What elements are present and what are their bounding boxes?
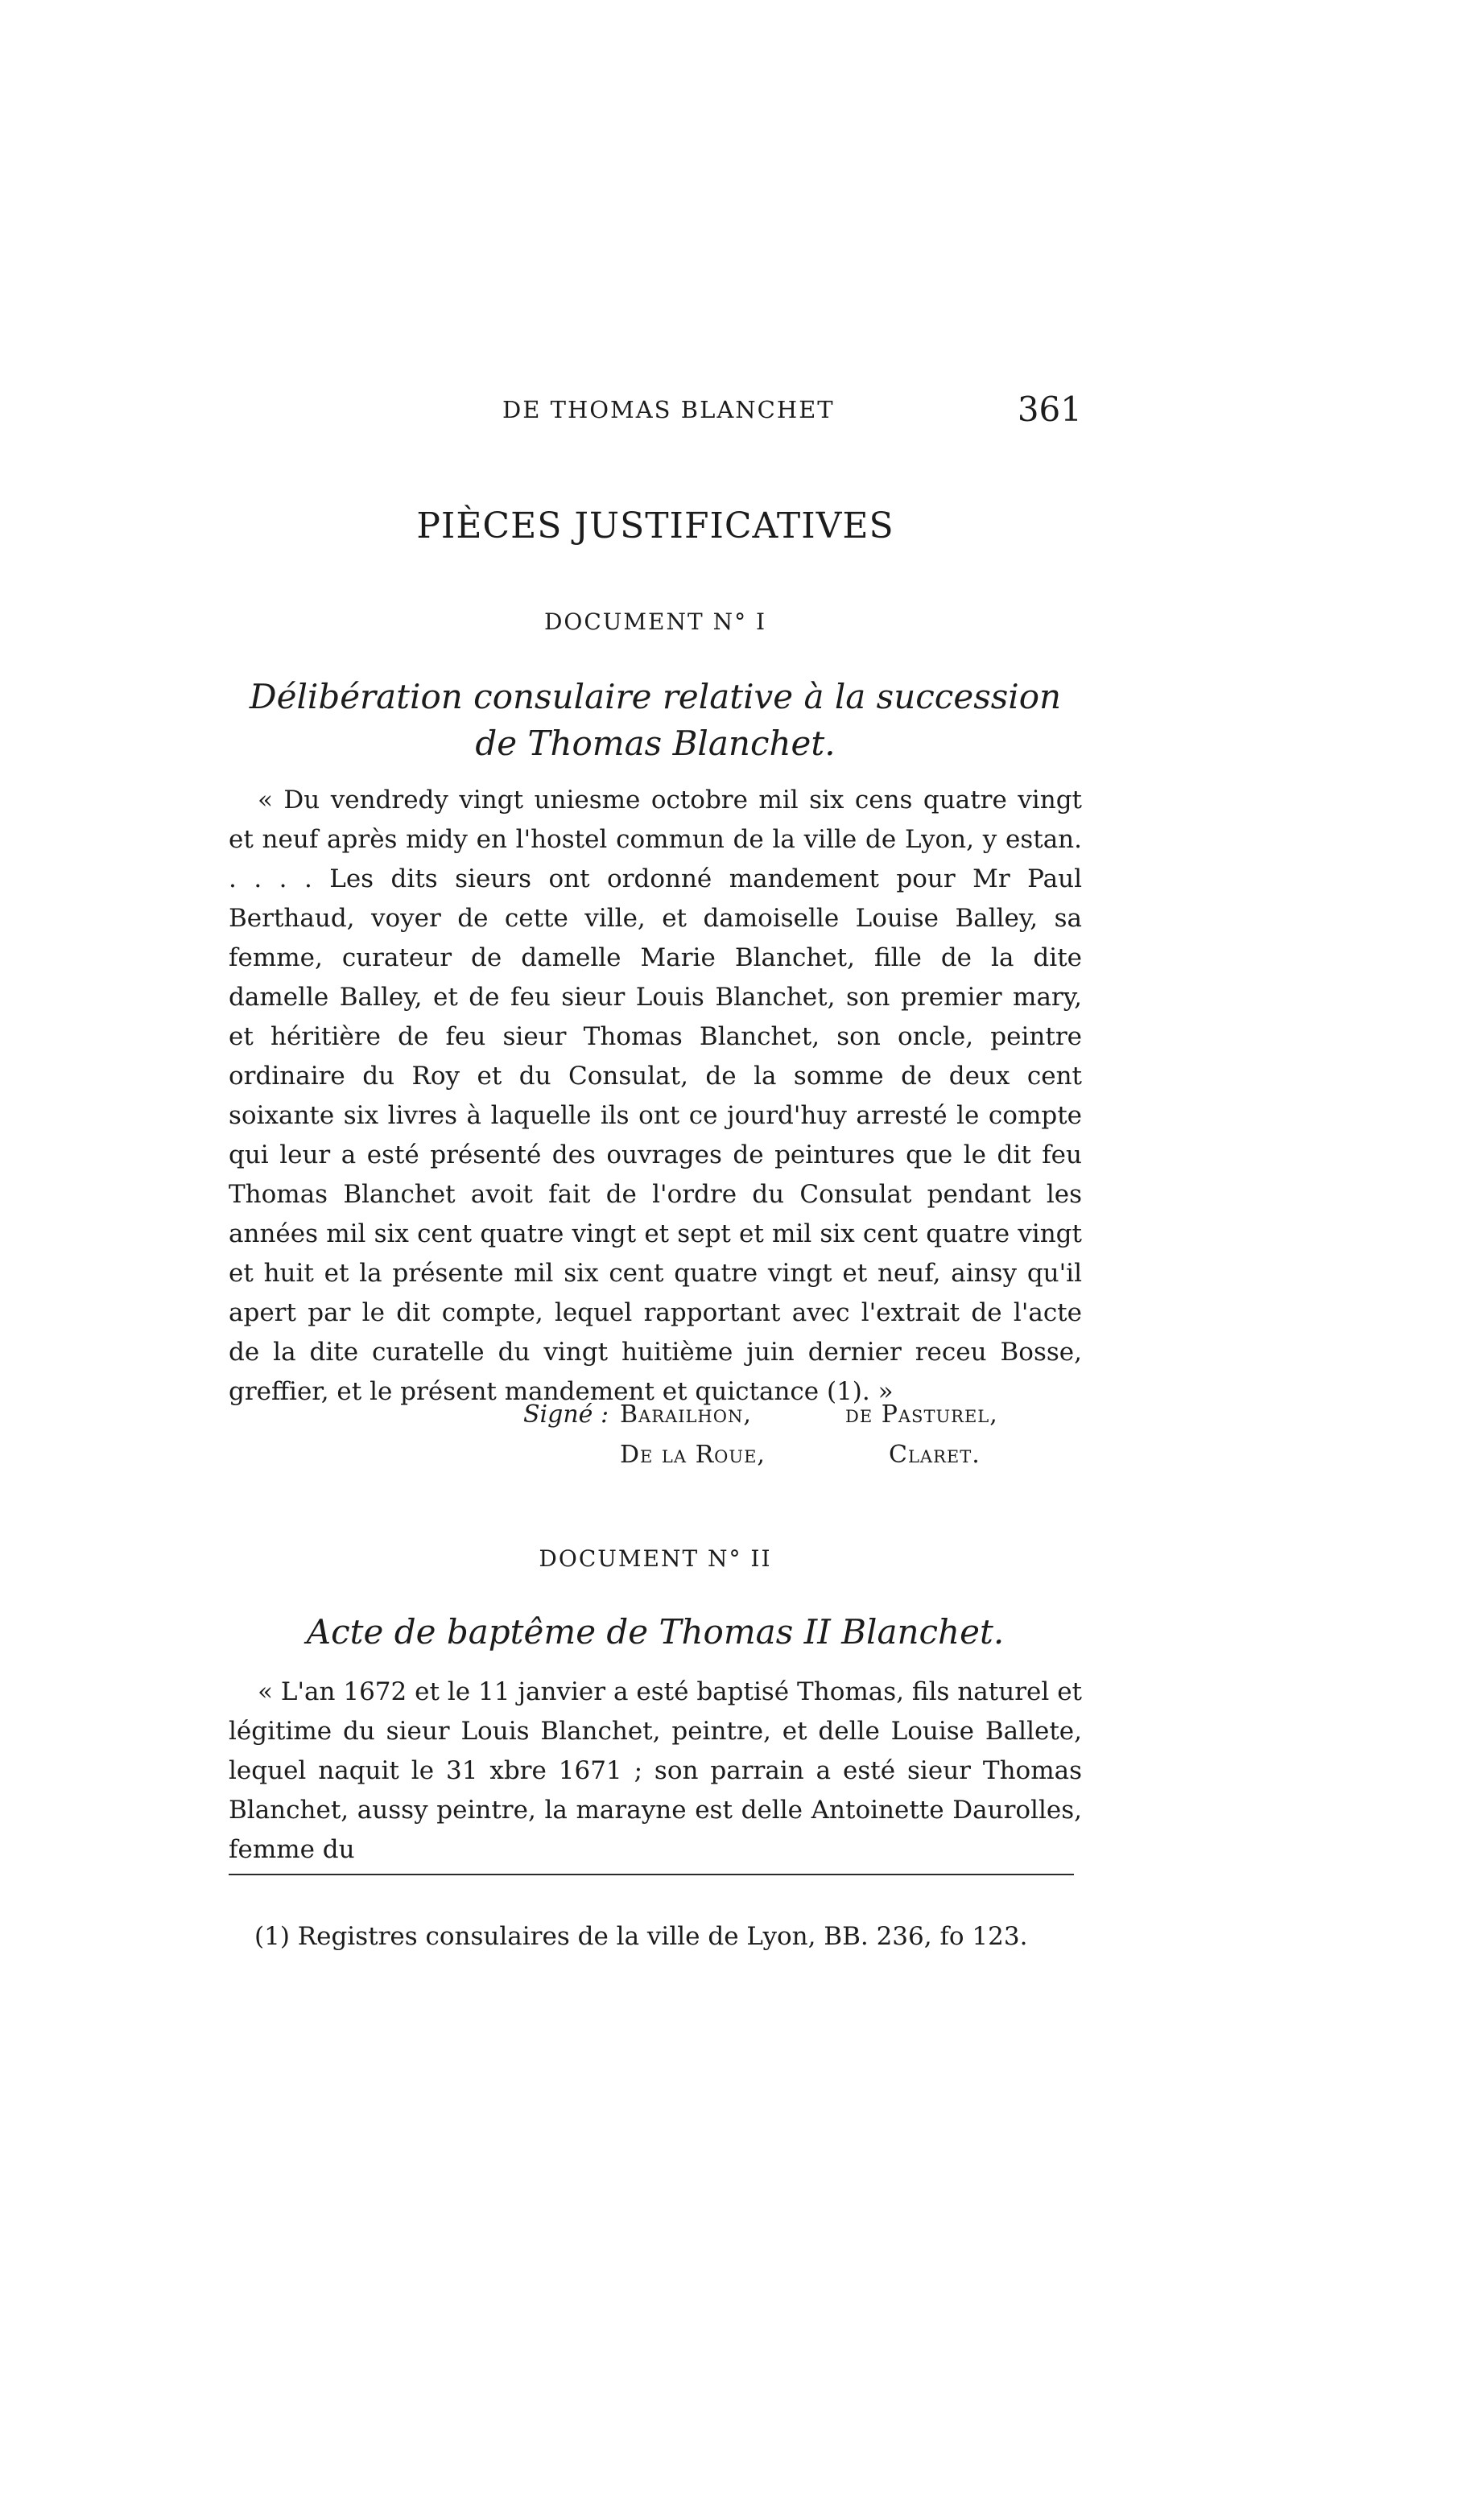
document-1-body bbox=[229, 781, 1082, 1412]
signed-label: Signé : bbox=[523, 1400, 609, 1429]
section-title: PIÈCES JUSTIFICATIVES bbox=[416, 505, 894, 546]
signature-roue: De la Roue, bbox=[620, 1441, 766, 1469]
document-1-title-line-1: Délibération consulaire relative à la succession bbox=[249, 677, 1062, 716]
document-2-body bbox=[229, 1672, 1082, 1870]
signature-block bbox=[229, 1395, 1082, 1475]
signature-claret: Claret. bbox=[889, 1441, 981, 1469]
document-1-label: DOCUMENT N° I bbox=[543, 608, 767, 635]
footnote: (1) Registres consulaires de la ville de Lyon, BB. 236, fo 123. bbox=[254, 1922, 1028, 1951]
page-number: 361 bbox=[1017, 390, 1082, 429]
signature-pasturel: de Pasturel, bbox=[845, 1400, 998, 1429]
document-2-paragraph: « L'an 1672 et le 11 janvier a esté baptisé Thomas, fils naturel et légitime du sieur Louis Blanchet, peintre, et delle Louise Ballete, lequel naquit le 31 xbre 1671 ; son parrain a esté sieur Thomas Blanchet, aussy peintre, la marayne est delle Antoinette Daurolles, femme du bbox=[229, 1677, 1082, 1864]
footnote-rule bbox=[229, 1874, 1074, 1875]
document-1-paragraph: « Du vendredy vingt uniesme octobre mil six cens quatre vingt et neuf après midy en l'hostel commun de la ville de Lyon, y estan. . . . . Les dits sieurs ont ordonné mandement pour Mr Paul Berthaud, voyer de cette ville, et damoiselle Louise Balley, sa femme, curateur de damelle Marie Blanchet, fille de la dite damelle Balley, et de feu sieur Louis Blanchet, son premier mary, et héritière de feu sieur Thomas Blanchet, son oncle, peintre ordinaire du Roy et du Consulat, de la somme de deux cent soixante six livres à laquelle ils ont ce jourd'huy arresté le compte qui leur a esté présenté des ouvrages de peintures que le dit feu Thomas Blanchet avoit fait de l'ordre du Consulat pendant les années mil six cent quatre vingt et sept et mil six cent quatre vingt et huit et la présente mil six cent quatre vingt et neuf, ainsy qu'il apert par le dit compte, lequel rapportant avec l'extrait de l'acte de la dite curatelle du vingt huitième juin dernier receu Bosse, greffier, et le présent mandement et quictance (1). » bbox=[229, 786, 1082, 1406]
signature-barailhon: Barailhon, bbox=[620, 1400, 752, 1429]
document-1-title-line-2: de Thomas Blanchet. bbox=[475, 724, 836, 763]
running-title: DE THOMAS BLANCHET bbox=[502, 396, 835, 423]
running-head bbox=[229, 390, 1082, 431]
document-2-title: Acte de baptême de Thomas II Blanchet. bbox=[306, 1612, 1005, 1652]
document-2-label: DOCUMENT N° II bbox=[539, 1545, 772, 1572]
